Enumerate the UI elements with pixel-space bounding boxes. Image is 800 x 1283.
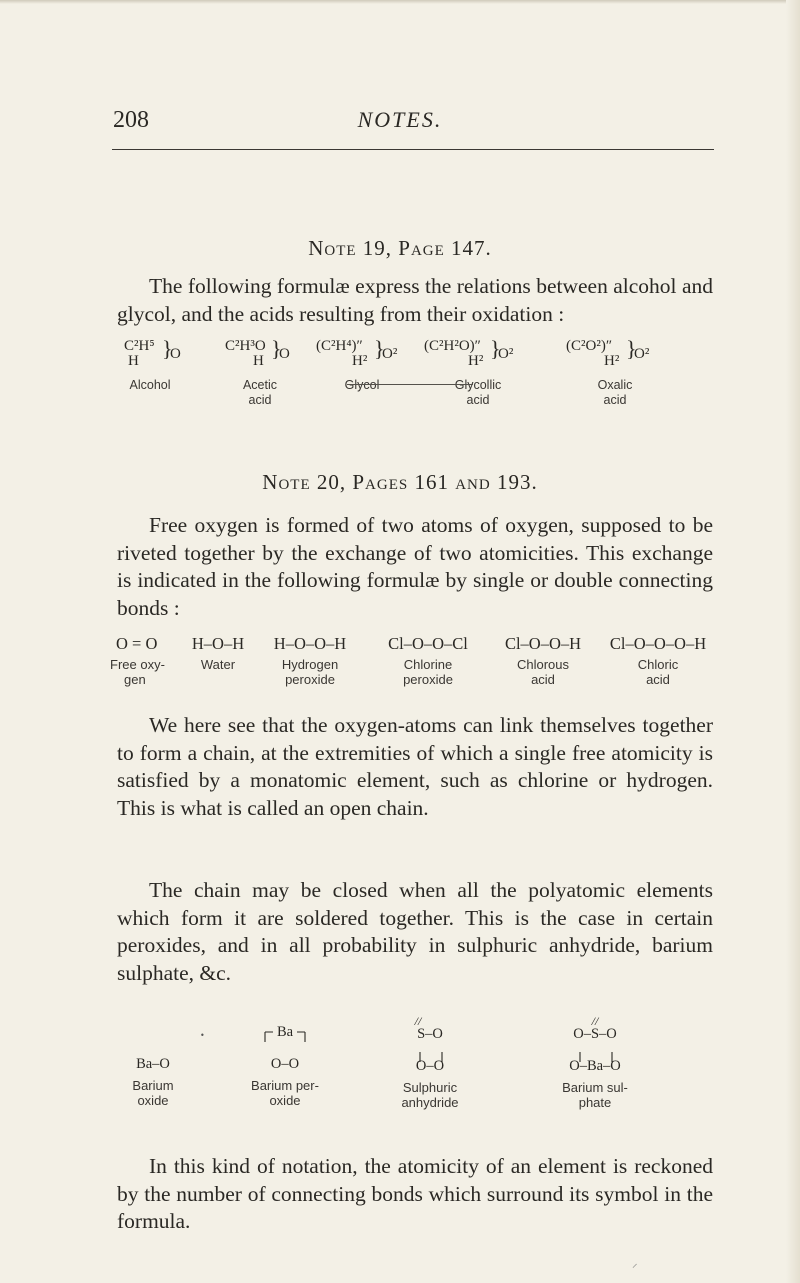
chain-water: H–O–H Water <box>191 634 245 672</box>
label-glycol: Glycol <box>344 378 380 392</box>
chain-chlorous-acid: Cl–O–O–H Chlorous acid <box>504 634 582 687</box>
structure-barium-peroxide: Ba O–O Barium per- oxide <box>251 1024 319 1108</box>
chain-chlorine-peroxide: Cl–O–O–Cl Chlorine peroxide <box>388 634 468 687</box>
page-top-edge <box>0 0 800 4</box>
structure-barium-sulphate: // O–S–O O–Ba–O Barium sul- phate <box>562 1014 628 1110</box>
vertical-bonds <box>574 1052 618 1064</box>
label-alcohol: Alcohol <box>129 378 171 392</box>
formula-glycollic-acid: (C²H²O)″ H² } O² Glycollic acid <box>418 338 538 408</box>
formula-alcohol: C²H⁵ H } O Alcohol <box>110 338 190 393</box>
stray-pencil-mark: ⸝ <box>632 1257 638 1270</box>
note-19-heading: Note 19, Page 147. <box>308 236 492 260</box>
structure-barium-oxide: Ba–O Barium oxide <box>132 1056 174 1108</box>
note-20-text-4: In this kind of notation, the atomicity of an element is reckoned by the number of connecting bonds which surround its symbol in the formula. <box>117 1154 713 1233</box>
running-title: NOTES. <box>357 107 443 132</box>
note-20-text-1: Free oxygen is formed of two atoms of oxygen, supposed to be riveted together by the exchange of two atomicities. This exchange is indicated in the following formulæ by single or double connecting bonds : <box>117 513 713 620</box>
label-acetic-acid: Acetic <box>242 378 278 392</box>
note-20-text-2: We here see that the oxygen-atoms can link themselves together to form a chain, at the extremities of which a single free atomicity is satisfied by a monatomic element, such as chlorine or hydrogen. This is what is called an open chain. <box>117 713 713 820</box>
note-19-text: The following formulæ express the relations between alcohol and glycol, and the acids resulting from their oxidation : <box>117 274 713 326</box>
formula-oxalic-acid: (C²O²)″ H² } O² Oxalic acid <box>560 338 670 408</box>
label-glycollic-acid: Glycollic <box>454 378 502 392</box>
note-20-text-3: The chain may be closed when all the polyatomic elements which form it are soldered together. This is the case in certain peroxides, and in all probability in sulphuric anhydride, barium sulphate, &c. <box>117 878 713 985</box>
note-20-heading: Note 20, Pages 161 and 193. <box>262 470 538 494</box>
running-head <box>0 107 800 147</box>
page-number: 208 <box>113 107 149 133</box>
page-right-edge <box>786 0 800 1283</box>
section-divider <box>347 384 473 385</box>
formula-acetic-acid: C²H³O H } O Acetic acid <box>215 338 305 408</box>
chain-free-oxygen: O = O Free oxy- gen <box>110 634 165 687</box>
chain-hydrogen-peroxide: H–O–O–H Hydrogen peroxide <box>273 634 347 687</box>
structure-sulphuric-anhydride: // S–O O–O Sulphuric anhydride <box>401 1014 459 1110</box>
vertical-bonds <box>416 1052 446 1064</box>
chain-chloric-acid: Cl–O–O–O–H Chloric acid <box>609 634 707 687</box>
header-rule <box>112 149 714 150</box>
label-oxalic-acid: Oxalic <box>597 378 633 392</box>
stray-dot-mark: • <box>200 1031 205 1040</box>
bracket-bond <box>263 1030 307 1042</box>
formula-glycol: (C²H⁴)″ H² } O² Glycol <box>312 338 412 393</box>
